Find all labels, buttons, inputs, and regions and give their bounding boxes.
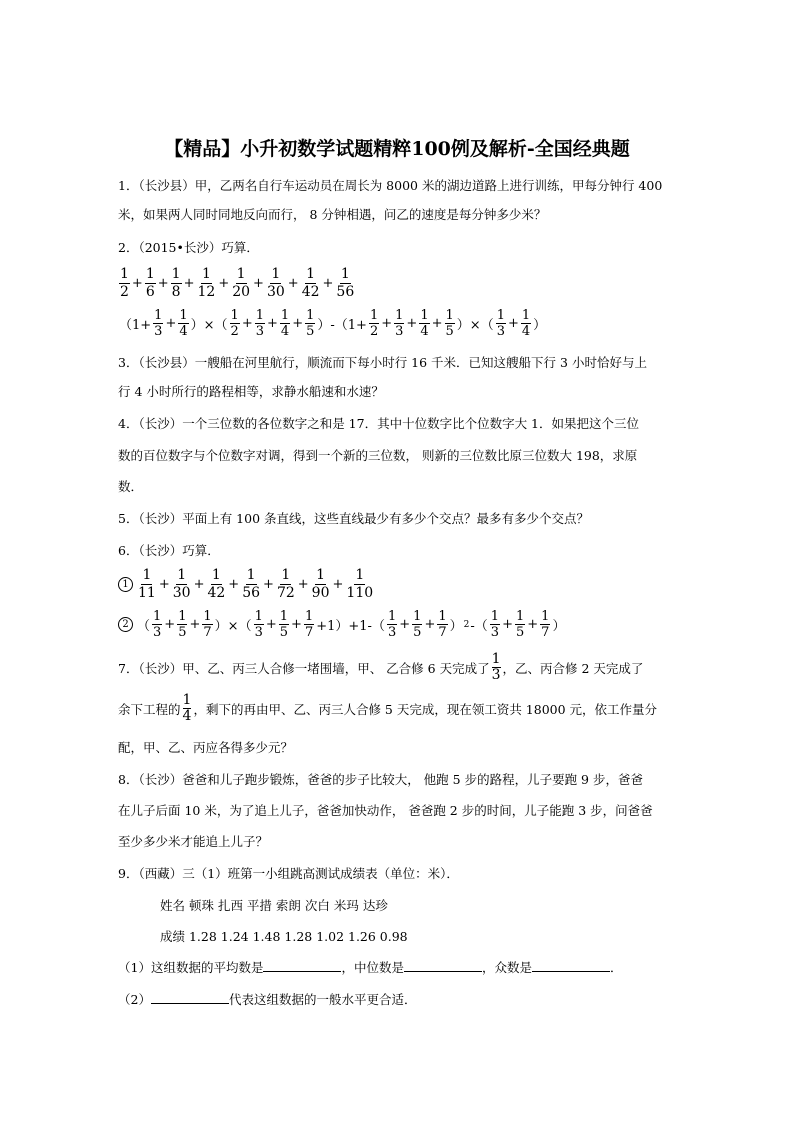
plus-sign: +	[381, 316, 393, 331]
q8-line1: 8．（长沙）爸爸和儿子跑步锻炼，爸爸的步子比较大， 他跑 5 步的路程，儿子要跑 9 步，爸爸	[118, 772, 643, 787]
fraction-numerator: 1	[236, 266, 246, 282]
q7-fraction-1	[492, 652, 501, 683]
q7-fraction-2-numerator: 1	[182, 692, 192, 708]
fraction-denominator: 7	[541, 625, 550, 640]
q8-line2: 在儿子后面 10 米，为了追上儿子，爸爸加快动作， 爸爸跑 2 步的时间，儿子能跑 3 步，问爸爸	[118, 803, 653, 818]
close-paren: ）	[552, 619, 566, 634]
plus-sign: +	[189, 617, 201, 632]
fraction-denominator: 7	[438, 625, 447, 640]
q9-sub1	[118, 958, 678, 977]
q7-line1-text-a: 7．（长沙）甲、乙、丙三人合修一堵围墙，甲、 乙合修 6 天完成了	[118, 661, 490, 676]
q9-scores-row: 成绩 1.28 1.24 1.48 1.28 1.02 1.26 0.98	[160, 929, 408, 944]
fraction-denominator: 42	[301, 284, 320, 300]
q9-sub1-text-b: ，中位数是	[341, 960, 404, 975]
fraction-denominator: 5	[306, 324, 315, 339]
open-paren: （1+	[119, 318, 152, 333]
fraction-denominator: 2	[230, 324, 239, 339]
fraction-1-over-30	[266, 266, 286, 301]
fraction-1-over-3	[496, 308, 506, 339]
q2-expression-2	[118, 308, 547, 339]
fraction-1-over-30	[172, 567, 192, 602]
fraction-denominator: 4	[420, 324, 429, 339]
fraction-numerator: 1	[178, 609, 187, 624]
fraction-1-over-7	[540, 609, 550, 640]
plus-sign: +	[165, 316, 177, 331]
q9-blank-mode[interactable]	[532, 959, 610, 972]
q9-sub2	[118, 990, 678, 1009]
q9-blank-median[interactable]	[404, 959, 482, 972]
fraction-1-over-42	[206, 567, 226, 602]
q7-fraction-1-numerator: 1	[491, 651, 501, 667]
fraction-1-over-72	[276, 567, 296, 602]
fraction-numerator: 1	[316, 567, 326, 583]
fraction-numerator: 1	[142, 567, 152, 583]
fraction-numerator: 1	[340, 266, 350, 282]
circled-number-1: 1	[118, 577, 133, 592]
plus-sign: +	[322, 276, 334, 291]
fraction-1-over-5	[515, 609, 525, 640]
q1-line2: 米，如果两人同时同地反向而行， 8 分钟相遇，问乙的速度是每分钟多少米？	[118, 207, 547, 222]
fraction-denominator: 6	[145, 284, 155, 300]
q7-line3: 配，甲、乙、丙应各得多少元？	[118, 740, 294, 755]
fraction-numerator: 1	[279, 609, 289, 624]
fraction-1-over-5	[412, 609, 422, 640]
fraction-denominator: 5	[445, 324, 454, 339]
fraction-1-over-20	[231, 266, 251, 301]
plus-sign: +	[424, 617, 436, 632]
q7-line1	[118, 651, 678, 685]
fraction-denominator: 5	[515, 625, 525, 640]
fraction-1-over-11	[137, 567, 157, 602]
fraction-numerator: 1	[203, 609, 212, 624]
fraction-denominator: 72	[276, 585, 295, 601]
fraction-numerator: 1	[438, 609, 447, 624]
fraction-1-over-7	[437, 609, 447, 640]
fraction-denominator: 2	[120, 284, 129, 300]
plus-sign: +	[253, 276, 264, 291]
fraction-1-over-8	[171, 266, 182, 301]
fraction-denominator: 11	[138, 585, 156, 601]
fraction-numerator: 1	[515, 609, 525, 624]
q7-line2-text-a: 余下工程的	[118, 702, 181, 717]
plus-sign: +	[228, 577, 240, 592]
fraction-1-over-56	[241, 567, 261, 602]
q4-line3: 数．	[118, 479, 144, 494]
fraction-numerator: 1	[271, 266, 281, 282]
q6-expression-1	[118, 567, 375, 602]
q2-line1: 2．（2015•长沙）巧算．	[118, 240, 259, 255]
plus-sign: +	[183, 276, 195, 291]
q2-expression-1	[118, 266, 356, 301]
q3-line2: 行 4 小时所行的路程相等，求静水船速和水速？	[118, 384, 384, 399]
exponent: 2	[463, 619, 470, 630]
fraction-denominator: 4	[179, 324, 188, 339]
plus-sign: +	[158, 577, 170, 592]
fraction-1-over-2	[230, 308, 240, 339]
q9-names-row: 姓名 顿珠 扎西 平措 索朗 次白 米玛 达珍	[160, 898, 388, 913]
fraction-numerator: 1	[154, 308, 163, 323]
fraction-denominator: 3	[255, 324, 265, 339]
fraction-denominator: 8	[171, 284, 181, 300]
fraction-numerator: 1	[306, 308, 315, 323]
fraction-numerator: 1	[395, 308, 404, 323]
circled-number-2: 2	[118, 617, 133, 632]
plus-sign: +	[164, 617, 176, 632]
plus-sign: +	[267, 316, 278, 331]
fraction-denominator: 4	[280, 324, 290, 339]
open-paren: （	[137, 619, 151, 634]
plus-sign: +	[399, 617, 411, 632]
minus-sign: -（	[470, 619, 488, 634]
q7-line1-text-b: ，乙、丙合修 2 天完成了	[502, 661, 644, 676]
fraction-denominator: 110	[346, 585, 374, 601]
q8-line3: 至少多少米才能追上儿子？	[118, 834, 269, 849]
q9-sub1-text-c: ，众数是	[481, 960, 532, 975]
fraction-numerator: 1	[201, 266, 211, 282]
fraction-numerator: 1	[490, 609, 500, 624]
plus-sign: +	[291, 617, 302, 632]
plus-sign: +	[507, 316, 519, 331]
plus-one-term: +1）+1-（	[316, 619, 385, 634]
close-paren: ）	[449, 619, 463, 634]
fraction-denominator: 7	[203, 625, 212, 640]
fraction-numerator: 1	[179, 308, 188, 323]
fraction-1-over-12	[196, 266, 216, 301]
fraction-numerator: 1	[171, 266, 181, 282]
q4-line2: 数的百位数字与个位数字对调，得到一个新的三位数， 则新的三位数比原三位数大 198，求原	[118, 448, 638, 463]
q9-line1: 9．（西藏）三（1）班第一小组跳高测试成绩表（单位：米）．	[118, 866, 459, 881]
fraction-denominator: 56	[242, 585, 261, 601]
plus-sign: +	[131, 276, 143, 291]
plus-sign: +	[218, 276, 230, 291]
fraction-numerator: 1	[255, 308, 265, 323]
fraction-1-over-2	[119, 266, 130, 301]
fraction-1-over-110	[345, 567, 374, 602]
fraction-denominator: 3	[395, 324, 404, 339]
fraction-1-over-4	[419, 308, 429, 339]
fraction-numerator: 1	[280, 308, 290, 323]
fraction-denominator: 2	[369, 324, 379, 339]
q4-line1: 4．（长沙）一个三位数的各位数字之和是 17．其中十位数字比个位数字大 1．如果把这个三位	[118, 416, 640, 431]
q9-sub2-text-a: （2）	[118, 992, 151, 1007]
fraction-1-over-56	[335, 266, 355, 301]
plus-sign: +	[241, 316, 253, 331]
q6-line1: 6．（长沙）巧算．	[118, 543, 220, 558]
fraction-denominator: 5	[178, 625, 187, 640]
fraction-numerator: 1	[281, 567, 291, 583]
plus-sign: +	[263, 577, 274, 592]
fraction-1-over-3	[153, 308, 163, 339]
fraction-denominator: 3	[387, 625, 397, 640]
fraction-denominator: 30	[266, 284, 285, 300]
fraction-numerator: 1	[306, 266, 316, 282]
fraction-1-over-6	[145, 266, 156, 301]
minus-sign: ）-（1+	[317, 318, 367, 333]
fraction-1-over-3	[254, 609, 264, 640]
fraction-1-over-5	[305, 308, 315, 339]
q7-fraction-2	[183, 693, 192, 724]
fraction-1-over-3	[255, 308, 265, 339]
fraction-1-over-90	[311, 567, 331, 602]
q9-sub2-text-b: 代表这组数据的一般水平更合适．	[228, 992, 417, 1007]
fraction-1-over-3	[152, 609, 162, 640]
plus-sign: +	[157, 276, 169, 291]
q7-fraction-2-denominator: 4	[182, 708, 192, 724]
fraction-denominator: 42	[207, 585, 226, 601]
fraction-numerator: 1	[120, 266, 129, 282]
plus-sign: +	[527, 617, 539, 632]
fraction-1-over-5	[177, 609, 187, 640]
q9-blank-measure[interactable]	[151, 991, 229, 1004]
plus-sign: +	[297, 577, 309, 592]
page-title: 【精品】小升初数学试题精粹100例及解析-全国经典题	[164, 138, 630, 160]
fraction-denominator: 3	[496, 324, 505, 339]
fraction-denominator: 5	[413, 625, 422, 640]
plus-sign: +	[265, 617, 277, 632]
q7-line2	[118, 692, 678, 726]
fraction-1-over-2	[369, 308, 379, 339]
fraction-numerator: 1	[246, 567, 256, 583]
fraction-numerator: 1	[355, 567, 365, 583]
fraction-numerator: 1	[420, 308, 429, 323]
times-sign: ）×（	[214, 619, 252, 634]
fraction-1-over-4	[521, 308, 531, 339]
q1-line1: 1．（长沙县）甲，乙两名自行车运动员在周长为 8000 米的湖边道路上进行训练，甲每分钟行 400	[118, 178, 663, 193]
fraction-1-over-5	[445, 308, 455, 339]
fraction-denominator: 3	[154, 324, 163, 339]
fraction-numerator: 1	[541, 609, 550, 624]
fraction-numerator: 1	[304, 609, 314, 624]
plus-sign: +	[502, 617, 513, 632]
plus-sign: +	[287, 276, 299, 291]
fraction-numerator: 1	[177, 567, 187, 583]
q9-sub1-text-a: （1）这组数据的平均数是	[118, 960, 264, 975]
fraction-1-over-5	[279, 609, 289, 640]
fraction-1-over-7	[202, 609, 212, 640]
fraction-1-over-3	[490, 609, 500, 640]
fraction-1-over-3	[387, 609, 397, 640]
times-sign: ）×（	[456, 318, 494, 333]
fraction-denominator: 3	[254, 625, 263, 640]
fraction-1-over-7	[304, 609, 314, 640]
fraction-denominator: 3	[490, 625, 500, 640]
fraction-1-over-42	[301, 266, 321, 301]
q9-blank-mean[interactable]	[263, 959, 341, 972]
fraction-denominator: 56	[336, 284, 355, 300]
fraction-numerator: 1	[521, 308, 531, 323]
plus-sign: +	[406, 316, 418, 331]
fraction-denominator: 30	[172, 585, 191, 601]
fraction-denominator: 5	[279, 625, 289, 640]
fraction-denominator: 7	[304, 625, 314, 640]
plus-sign: +	[431, 316, 443, 331]
fraction-denominator: 20	[232, 284, 251, 300]
plus-sign: +	[193, 577, 205, 592]
close-paren: ）	[533, 318, 547, 333]
q3-line1: 3．（长沙县）一艘船在河里航行，顺流而下每小时行 16 千米．已知这艘船下行 3 小时恰好与上	[118, 355, 647, 370]
fraction-numerator: 1	[254, 609, 263, 624]
fraction-numerator: 1	[230, 308, 239, 323]
fraction-numerator: 1	[413, 609, 422, 624]
fraction-1-over-4	[178, 308, 188, 339]
fraction-denominator: 12	[197, 284, 216, 300]
fraction-numerator: 1	[387, 609, 397, 624]
times-sign: ）×（	[190, 318, 228, 333]
fraction-denominator: 90	[311, 585, 330, 601]
fraction-numerator: 1	[445, 308, 454, 323]
q6-expression-2	[118, 609, 566, 640]
q7-line2-text-b: ，剩下的再由甲、乙、丙三人合修 5 天完成，现在领工资共 18000 元，依工作量分	[193, 702, 658, 717]
plus-sign: +	[292, 316, 304, 331]
fraction-numerator: 1	[153, 609, 162, 624]
q7-fraction-1-denominator: 3	[491, 667, 501, 683]
fraction-numerator: 1	[211, 567, 221, 583]
fraction-numerator: 1	[145, 266, 155, 282]
fraction-numerator: 1	[496, 308, 505, 323]
q5-line1: 5．（长沙）平面上有 100 条直线，这些直线最少有多少个交点？最多有多少个交点？	[118, 511, 590, 526]
fraction-1-over-4	[280, 308, 290, 339]
fraction-denominator: 4	[521, 324, 531, 339]
fraction-numerator: 1	[369, 308, 379, 323]
fraction-1-over-3	[394, 308, 404, 339]
q9-sub1-text-d: ．	[610, 960, 623, 975]
plus-sign: +	[332, 577, 344, 592]
fraction-denominator: 3	[153, 625, 162, 640]
